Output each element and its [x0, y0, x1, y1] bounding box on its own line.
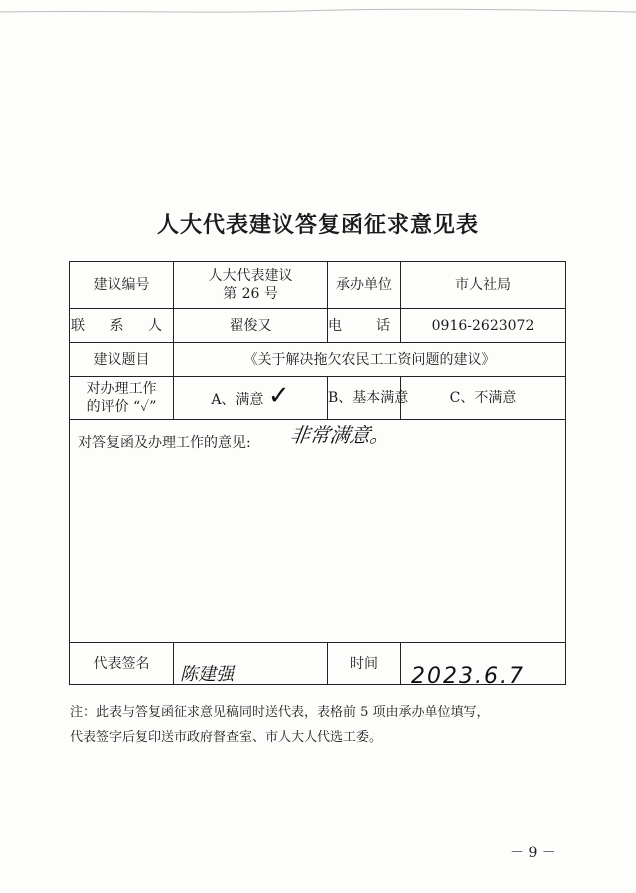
option-satisfied[interactable] — [174, 377, 328, 420]
opinion-label: 对答复函及办理工作的意见: — [78, 435, 251, 451]
row-signature — [70, 643, 566, 685]
option-satisfied-label: A、满意 — [211, 392, 264, 408]
value-suggestion-number — [174, 262, 328, 309]
label-phone: 电 话 — [328, 309, 401, 343]
label-evaluation-line1: 对办理工作 — [86, 381, 157, 397]
row-evaluation — [70, 377, 566, 420]
row-opinion — [70, 420, 566, 643]
value-contact-person: 翟俊又 — [174, 309, 328, 343]
footnote-line2: 代表签字后复印送市政府督查室、市人大人代选工委。 — [70, 730, 383, 745]
option-dissatisfied[interactable]: C、不满意 — [401, 377, 566, 420]
row-suggestion-title — [70, 343, 566, 377]
label-evaluation-line2: 的评价 “✓” — [86, 399, 157, 415]
option-basically-satisfied-cell[interactable] — [328, 377, 409, 420]
handwritten-opinion: 非常满意。 — [288, 423, 392, 447]
value-handling-unit: 市人社局 — [401, 262, 566, 309]
page-number: － 9 － — [510, 845, 556, 861]
footnote-line1: 注：此表与答复函征求意见稿同时送代表，表格前 5 项由承办单位填写， — [70, 705, 490, 720]
check-mark-icon: ✓ — [267, 381, 290, 411]
value-suggestion-number-line2: 第 26 号 — [223, 286, 278, 302]
document-title: 人大代表建议答复函征求意见表 — [156, 212, 479, 238]
opinion-form-table — [69, 261, 566, 689]
handwritten-date: 2023.6.7 — [411, 663, 525, 689]
value-suggestion-title: 《关于解决拖欠农民工工资问题的建议》 — [174, 343, 566, 377]
label-suggestion-number: 建议编号 — [70, 262, 174, 309]
label-suggestion-title: 建议题目 — [70, 343, 174, 377]
scan-top-edge — [0, 0, 636, 18]
date-field[interactable] — [401, 643, 566, 689]
footnote — [70, 700, 570, 750]
handwritten-signature: 陈建强 — [180, 663, 234, 685]
label-signature: 代表签名 — [70, 643, 174, 685]
label-evaluation — [70, 377, 174, 420]
opinion-area[interactable] — [70, 420, 566, 643]
label-date: 时间 — [328, 643, 401, 685]
signature-field[interactable] — [174, 643, 328, 685]
row-suggestion-number — [70, 262, 566, 309]
row-contact — [70, 309, 566, 343]
option-basically-satisfied: B、基本满意 — [328, 390, 409, 406]
label-handling-unit: 承办单位 — [328, 262, 401, 309]
label-contact-person: 联 系 人 — [70, 309, 174, 343]
value-suggestion-number-line1: 人大代表建议 — [208, 268, 293, 284]
value-phone: 0916-2623072 — [401, 309, 566, 343]
